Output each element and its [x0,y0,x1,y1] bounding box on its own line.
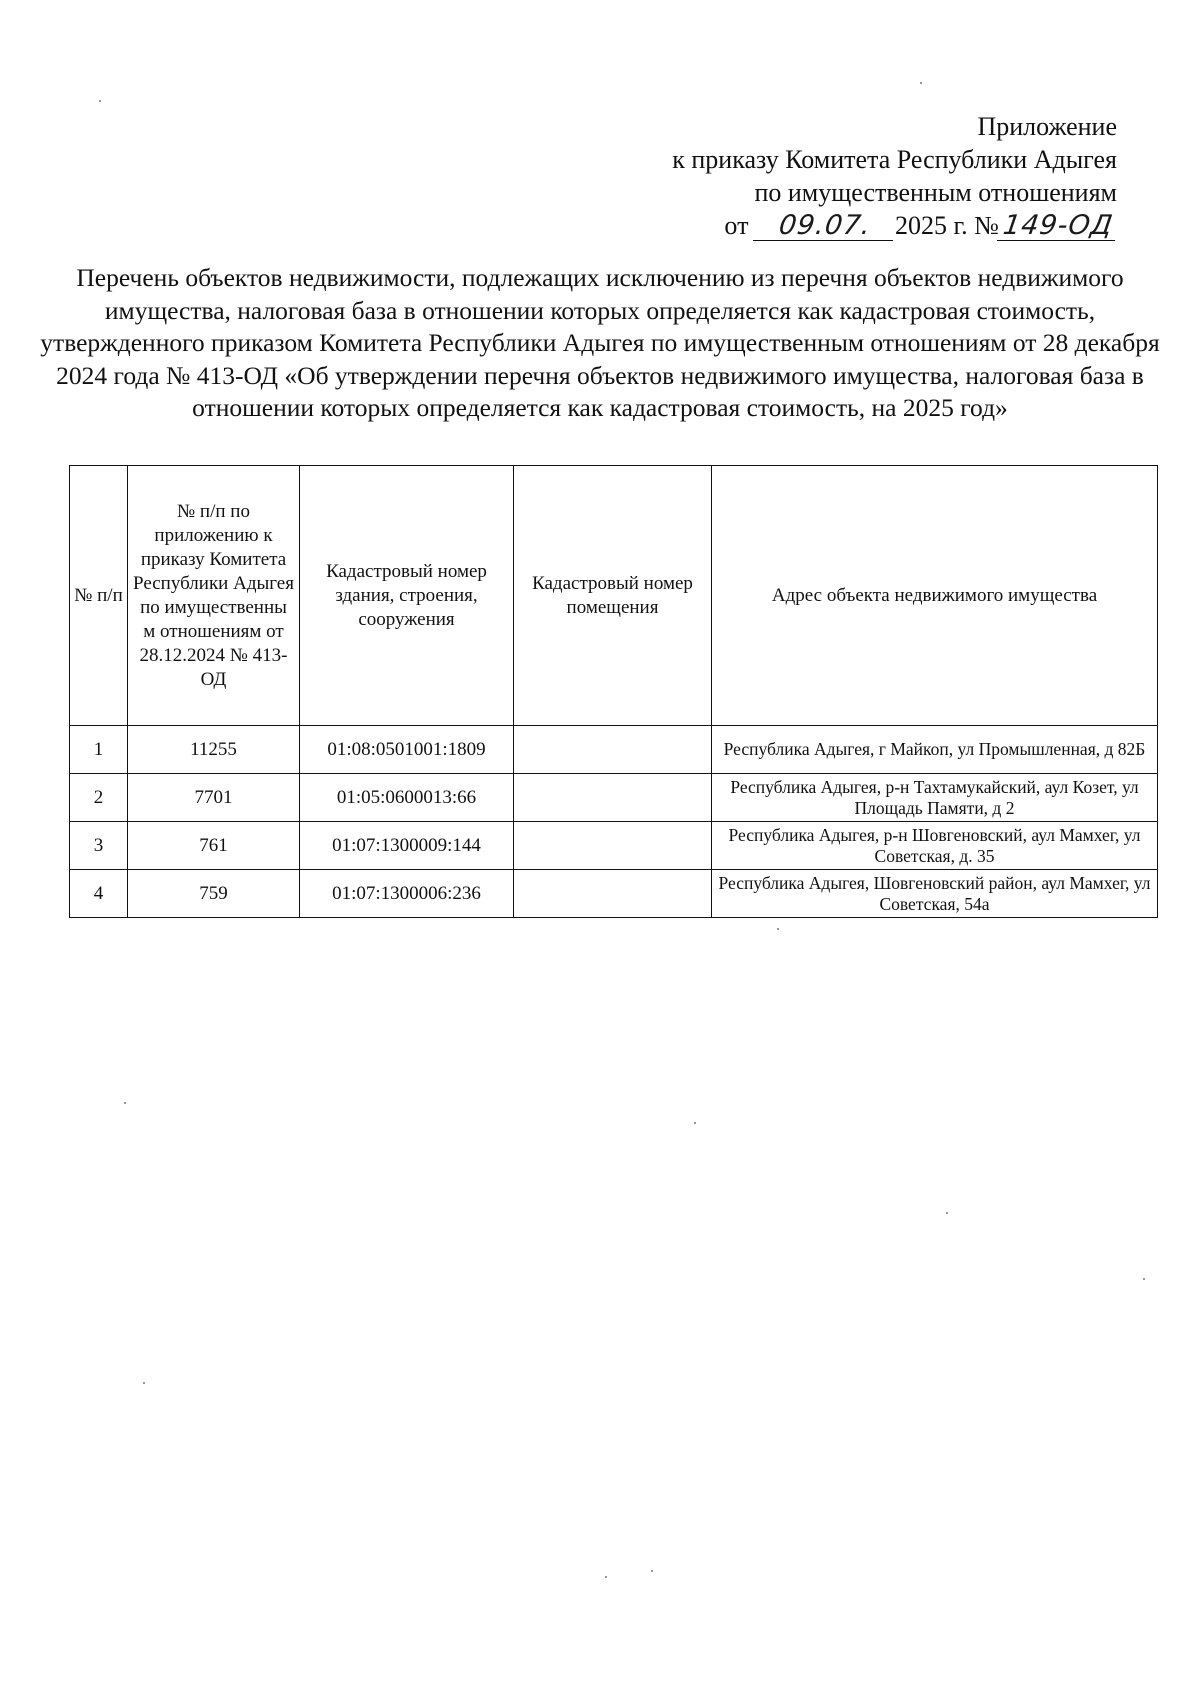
scan-speck [946,1212,948,1214]
cell-num: 3 [70,822,128,870]
appendix-block [557,110,1117,242]
cell-building-cadastral: 01:05:0600013:66 [300,774,514,822]
appendix-committee: по имущественным отношениям [754,178,1117,207]
cell-address: Республика Адыгея, Шовгеновский район, аул Мамхег, ул Советская, 54а [712,870,1158,918]
scan-speck [605,1576,607,1578]
table-row [70,822,1158,870]
cell-num: 2 [70,774,128,822]
cell-appendix-num: 11255 [128,726,300,774]
cell-appendix-num: 761 [128,822,300,870]
cell-room-cadastral [514,774,712,822]
handwritten-date: 09.07. [753,212,897,241]
table-row [70,774,1158,822]
appendix-order-ref: к приказу Комитета Республики Адыгея [672,145,1117,174]
objects-table [69,465,1158,918]
cell-building-cadastral: 01:07:1300009:144 [300,822,514,870]
cell-room-cadastral [514,822,712,870]
cell-num: 4 [70,870,128,918]
cell-appendix-num: 759 [128,870,300,918]
cell-room-cadastral [514,726,712,774]
appendix-title: Приложение [977,112,1117,141]
cell-address: Республика Адыгея, р-н Шовгеновский, аул Мамхег, ул Советская, д. 35 [712,822,1158,870]
header-room-cadastral: Кадастровый номер помещения [514,466,712,726]
cell-building-cadastral: 01:08:0501001:1809 [300,726,514,774]
cell-appendix-num: 7701 [128,774,300,822]
scan-speck [694,1122,696,1124]
table-header-row [70,466,1158,726]
scan-speck [99,100,101,102]
scan-speck [124,1102,126,1104]
header-num: № п/п [70,466,128,726]
cell-building-cadastral: 01:07:1300006:236 [300,870,514,918]
cell-address: Республика Адыгея, р-н Тахтамукайский, аул Козет, ул Площадь Памяти, д 2 [712,774,1158,822]
table-row [70,726,1158,774]
table-row [70,870,1158,918]
header-appendix-num: № п/п по приложению к приказу Комитета Республики Адыгея по имущественны м отношениям от 28.12.2024 № 413-ОД [128,466,300,726]
document-heading: Перечень объектов недвижимости, подлежащих исключению из перечня объектов недвижимого имущества, налоговая база в отношении которых определяется как кадастровая стоимость, утвержденного приказом Комитета Республики Адыгея по имущественным отношениям от 28 декабря 2024 года № 413-ОД «Об утверждении перечня объектов недвижимого имущества, налоговая база в отношении которых определяется как кадастровая стоимость, на 2025 год» [40,263,1160,422]
header-address: Адрес объекта недвижимого имущества [712,466,1158,726]
scan-speck [777,928,779,930]
appendix-date-line [557,209,1117,242]
scan-speck [1143,1278,1145,1280]
scan-speck [143,1382,145,1384]
handwritten-order-number: 149-ОД [997,212,1119,241]
scan-speck [651,1570,653,1572]
cell-address: Республика Адыгея, г Майкоп, ул Промышленная, д 82Б [712,726,1158,774]
year-text: 2025 г. № [894,211,999,240]
header-building-cadastral: Кадастровый номер здания, строения, сооружения [300,466,514,726]
from-prefix: от [724,211,749,240]
cell-room-cadastral [514,870,712,918]
scan-speck [920,82,922,84]
cell-num: 1 [70,726,128,774]
